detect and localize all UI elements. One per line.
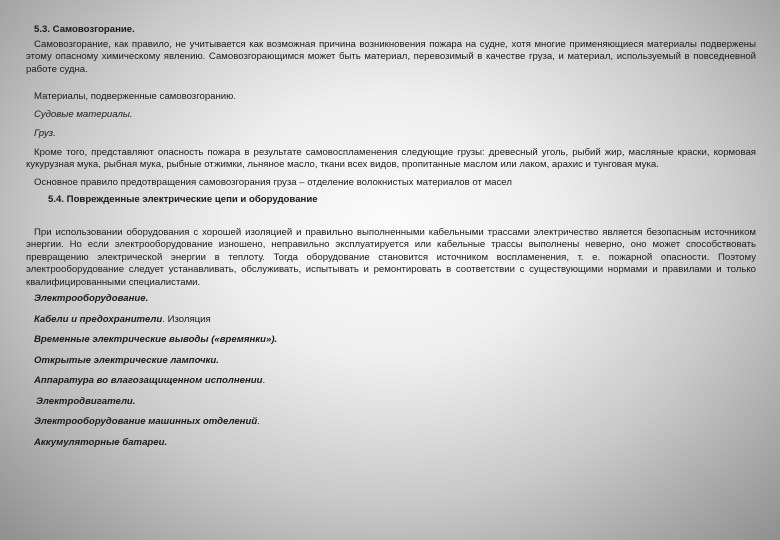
list-item: Открытые электрические лампочки. bbox=[34, 354, 219, 366]
prevention-rule: Основное правило предотвращения самовозгорания груза – отделение волокнистых материалов от масел bbox=[34, 176, 512, 188]
ship-materials-label: Судовые материалы. bbox=[34, 108, 133, 120]
list-item-bold: Кабели и предохранители bbox=[34, 313, 163, 325]
materials-intro: Материалы, подверженные самовозгоранию. bbox=[34, 91, 237, 102]
cargo-paragraph: Кроме того, представляют опасность пожара в результате самовоспламенения следующие грузы: древесный уголь, рыбий жир, масляные краски, кормовая кукурузная мука, рыбная мука, рыбные отжимки, льняное масло, ткани всех видов, пропитанные маслом или лаком, арахис и тунговая мука. bbox=[26, 146, 756, 170]
list-item bbox=[26, 416, 756, 429]
section-heading-5-3: 5.3. Самовозгорание. bbox=[34, 24, 135, 35]
list-item-rest: . Изоляция bbox=[162, 313, 211, 325]
document-page bbox=[26, 22, 756, 449]
list-item-bold: Электрооборудование машинных отделений bbox=[34, 416, 258, 427]
electrical-paragraph: При использовании оборудования с хорошей изоляцией и правильно выполненными кабельными трассами электричество является безопасным источником энергии. Но если электрооборудование изношено, неправильно эксплуатируется или кабельные трассы выполнены неверно, оно может способствовать превращению электрической энергии в теплоту. Тогда оборудование становится источником воспламенения, т. е. пожарной опасности. Поэтому электрооборудование следует устанавливать, обслуживать, испытывать и ремонтировать в соответствии с существующими нормами и правилами и только квалифицированными специалистами. bbox=[26, 226, 756, 288]
section-heading-5-4: 5.4. Поврежденные электрические цепи и оборудование bbox=[48, 194, 318, 205]
list-item bbox=[26, 314, 756, 327]
list-item-rest: . bbox=[257, 416, 260, 427]
list-item: Временные электрические выводы («времянки»). bbox=[34, 334, 278, 345]
list-item-bold: Аппаратура во влагозащищенном исполнении bbox=[34, 375, 263, 386]
electrical-items-list bbox=[26, 293, 756, 449]
list-item: Электродвигатели. bbox=[36, 395, 136, 407]
list-item-rest: . bbox=[262, 375, 266, 386]
list-item: Электрооборудование. bbox=[34, 293, 149, 304]
cargo-label: Груз. bbox=[34, 128, 56, 139]
self-ignition-paragraph: Самовозгорание, как правило, не учитывается как возможная причина возникновения пожара на судне, хотя многие применяющиеся материалы подвержены этому опасному химическому явлению. Самовозгорающимся может быть материал, перевозимый в качестве груза, и материал, используемый в повседневной работе судна. bbox=[26, 38, 756, 75]
list-item: Аккумуляторные батареи. bbox=[34, 436, 168, 448]
list-item bbox=[26, 375, 756, 388]
